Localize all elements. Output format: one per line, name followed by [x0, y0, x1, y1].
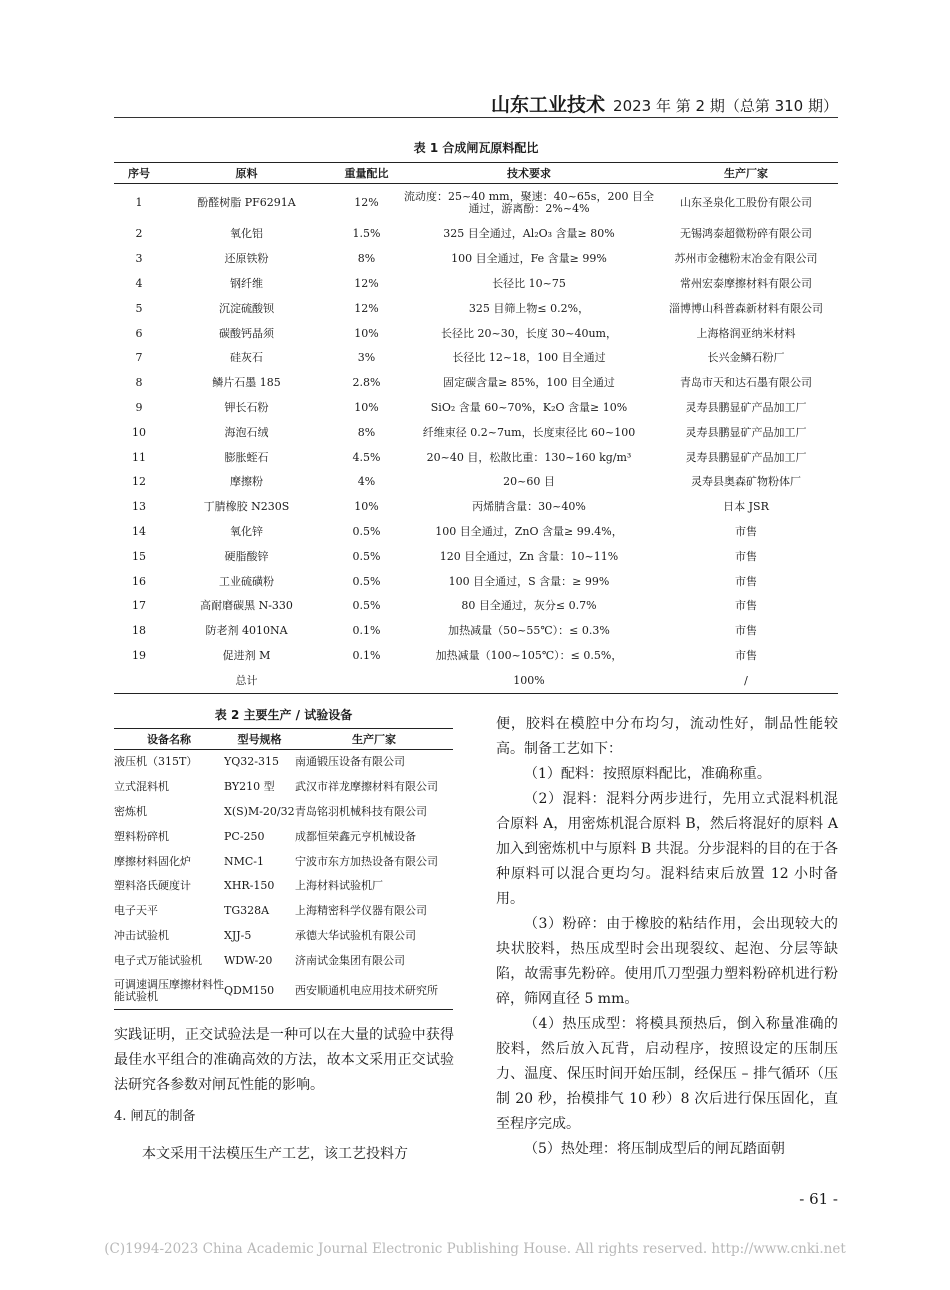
table-cell: 20~60 目: [503, 475, 555, 489]
table-cell: 碳酸钙晶须: [219, 326, 274, 340]
table-cell: 15: [132, 549, 146, 563]
table-cell: 还原铁粉: [224, 252, 269, 266]
table-cell: 摩擦材料固化炉: [114, 854, 191, 868]
table-cell: 上海精密科学仪器有限公司: [295, 904, 427, 918]
table-cell: 青岛铭羽机械科技有限公司: [295, 804, 427, 818]
table-row: [114, 520, 838, 545]
table-cell: 12%: [354, 276, 379, 290]
table-cell: 4%: [357, 475, 376, 489]
table-cell: 塑料洛氏硬度计: [114, 879, 191, 893]
table-cell: 0.5%: [352, 599, 381, 613]
table-cell: 4.5%: [352, 450, 381, 464]
table-row: [114, 750, 453, 775]
table-cell: NMC-1: [224, 854, 265, 868]
table-row: [114, 874, 453, 899]
table-cell: 9: [135, 400, 143, 414]
table-cell: 塑料粉碎机: [114, 829, 169, 843]
table-cell: 日本 JSR: [723, 500, 769, 514]
table1-caption: 表 1 合成闸瓦原料配比: [413, 141, 539, 155]
table-cell: 工业硫磺粉: [219, 574, 274, 588]
table-cell: 120 目全通过，Zn 含量：10~11%: [439, 549, 619, 563]
table-cell: 20~40 目，松散比重：130~160 kg/m³: [426, 450, 632, 464]
table-row: [114, 296, 838, 321]
table-row: [114, 619, 838, 644]
header-rule: [114, 117, 838, 118]
table-cell: 沉淀硫酸钡: [219, 301, 274, 315]
table-cell: 硅灰石: [230, 351, 263, 365]
table-cell: 总计: [235, 673, 258, 687]
table-cell: 市售: [735, 524, 757, 538]
table-cell: WDW-20: [224, 953, 273, 967]
table-cell: SiO₂ 含量 60~70%，K₂O 含量≥ 10%: [430, 400, 628, 414]
table-cell: 1: [135, 196, 143, 209]
journal-name: 山东工业技术: [491, 94, 606, 116]
table-cell: 市售: [735, 574, 757, 588]
table-cell: 8%: [357, 425, 376, 439]
table-cell: 100 目全通过，Fe 含量≥ 99%: [451, 252, 607, 266]
right-column: [496, 712, 838, 1162]
table-row: [114, 495, 838, 520]
table-cell: 立式混料机: [114, 780, 169, 794]
table-cell: 氧化铝: [230, 227, 263, 241]
table2: [114, 728, 453, 1010]
table1-header-cell: 重量配比: [329, 163, 404, 184]
table-cell: 19: [132, 648, 146, 662]
section-heading: 4. 闸瓦的制备: [114, 1109, 196, 1124]
table-cell: XHR-150: [224, 879, 275, 893]
table-cell: 固定碳含量≥ 85%，100 目全通过: [443, 376, 615, 390]
table-cell: 灵寿县奥森矿物粉体厂: [691, 475, 801, 489]
step-paragraph: （2）混料：混料分两步进行，先用立式混料机混合原料 A，用密炼机混合原料 B，然后将混好的原料 A 加入到密炼机中与原料 B 共混。分步混料的目的在于各种原料可以混合更均匀。混料结束后放置 12 小时备用。: [496, 791, 838, 907]
table-cell: 长径比 10~75: [492, 276, 566, 290]
table-cell: 12: [132, 475, 146, 489]
table-row: [114, 346, 838, 371]
table-cell: 海泡石绒: [224, 425, 269, 439]
table-cell: 10%: [354, 400, 379, 414]
step-paragraph: （5）热处理：将压制成型后的闸瓦踏面朝: [524, 1141, 785, 1157]
table-cell: 纤维束径 0.2~7um，长度束径比 60~100: [422, 425, 636, 439]
table2-header-cell: 设备名称: [114, 729, 224, 750]
table-cell: 承德大华试验机有限公司: [295, 928, 416, 942]
table-cell: 加热减量（100~105℃）：≤ 0.5%，: [435, 648, 623, 662]
table-row: [114, 544, 838, 569]
table-cell: 市售: [735, 599, 757, 613]
table-cell: 长径比 12~18，100 目全通过: [452, 351, 606, 365]
table-cell: 8: [135, 376, 143, 390]
table-row: [114, 800, 453, 825]
table-cell: 灵寿县鹏显矿产品加工厂: [685, 425, 807, 439]
table-cell: 市售: [735, 624, 757, 638]
table1-header-cell: 生产厂家: [654, 163, 838, 184]
copyright-footer: (C)1994-2023 China Academic Journal Electronic Publishing House. All rights reserved. http://www.cnki.net: [104, 1241, 846, 1257]
table-cell: XJJ-5: [224, 928, 252, 942]
table-cell: 100 目全通过，S 含量：≥ 99%: [448, 574, 610, 588]
step-paragraph: （3）粉碎：由于橡胶的粘结作用，会出现较大的块状胶料，热压成型时会出现裂纹、起泡、分层等缺陷，故需事先粉碎。使用爪刀型强力塑料粉碎机进行粉碎，筛网直径 5 mm。: [496, 916, 838, 1007]
table1-header-cell: 技术要求: [404, 163, 654, 184]
table-cell: 325 目全通过，Al₂O₃ 含量≥ 80%: [443, 227, 615, 241]
table-cell: 0.5%: [352, 524, 381, 538]
table-row: [114, 824, 453, 849]
table-cell: 6: [135, 326, 143, 340]
table-row: [114, 973, 453, 1010]
table-row: [114, 775, 453, 800]
table-row: [114, 184, 838, 223]
table-row: [114, 924, 453, 949]
table-cell: 济南试金集团有限公司: [295, 953, 405, 967]
page-number: - 61 -: [799, 1190, 838, 1208]
table-cell: 2: [135, 227, 143, 241]
table-cell: 3: [135, 252, 143, 266]
table-cell: 高耐磨碳黑 N-330: [200, 599, 293, 613]
table-cell: 加热减量（50~55℃）：≤ 0.3%: [448, 624, 610, 638]
left-paragraph-2: 本文采用干法模压生产工艺，该工艺投料方: [142, 1146, 408, 1162]
table-cell: 常州宏泰摩擦材料有限公司: [680, 276, 812, 290]
table-cell: 4: [135, 276, 143, 290]
table-cell: 宁波市东方加热设备有限公司: [295, 854, 438, 868]
table1: [114, 162, 838, 694]
right-paragraph: 便，胶料在模腔中分布均匀，流动性好，制品性能较高。制备工艺如下：: [496, 716, 838, 757]
table-cell: 流动度：25~40 mm，聚速：40~65s，200 目全通过，游离酚：2%~4%: [404, 190, 654, 215]
table-cell: X(S)M-20/32: [224, 804, 295, 818]
table-row: [114, 420, 838, 445]
table-cell: 18: [132, 624, 146, 638]
table-row: [114, 594, 838, 619]
step-paragraph: （4）热压成型：将模具预热后，倒入称量准确的胶料，然后放入瓦背，启动程序，按照设定的压制压力、温度、保压时间开始压制，经保压 – 排气循环（压制 20 秒，抬模排气 10 秒）8 次后进行保压固化，直至程序完成。: [496, 1016, 838, 1132]
table-cell: 长径比 20~30，长度 30~40um，: [441, 326, 617, 340]
table2-caption: 表 2 主要生产 / 试验设备: [214, 708, 353, 722]
table-cell: 摩擦粉: [230, 475, 263, 489]
table-cell: QDM150: [224, 984, 275, 998]
table-cell: 可调速调压摩擦材料性能试验机: [114, 978, 224, 1004]
table-cell: 0.1%: [352, 624, 381, 638]
table-row: [114, 247, 838, 272]
table-row: [114, 644, 838, 669]
table-cell: 促进剂 M: [222, 648, 271, 662]
table-cell: 鳞片石墨 185: [212, 376, 281, 390]
table-row: [114, 948, 453, 973]
table-cell: 12%: [354, 196, 379, 209]
table-cell: 灵寿县鹏显矿产品加工厂: [685, 450, 807, 464]
table-cell: 5: [135, 301, 143, 315]
table-row: [114, 272, 838, 297]
table-cell: 0.5%: [352, 574, 381, 588]
table-cell: 钢纤维: [230, 276, 263, 290]
table-row: [114, 396, 838, 421]
table-cell: YQ32-315: [224, 755, 279, 769]
table-row: [114, 849, 453, 874]
table-cell: 钾长石粉: [224, 400, 269, 414]
table-cell: 电子式万能试验机: [114, 953, 202, 967]
table-cell: 0.1%: [352, 648, 381, 662]
issue-info: 2023 年 第 2 期（总第 310 期）: [613, 97, 838, 115]
table-cell: 青岛市天和达石墨有限公司: [680, 376, 812, 390]
table-cell: 10%: [354, 326, 379, 340]
table-cell: 0.5%: [352, 549, 381, 563]
table-row: [114, 371, 838, 396]
left-paragraph: 实践证明，正交试验法是一种可以在大量的试验中获得最佳水平组合的准确高效的方法，故本文采用正交试验法研究各参数对闸瓦性能的影响。: [114, 1027, 454, 1093]
table2-header-cell: 型号规格: [224, 729, 295, 750]
table-cell: 丙烯腈含量：30~40%: [472, 500, 586, 514]
table-cell: 电子天平: [114, 904, 158, 918]
table-cell: 13: [132, 500, 146, 514]
table2-header-row: [114, 729, 453, 750]
table-cell: 长兴金鳞石粉厂: [707, 351, 785, 365]
table-cell: TG328A: [224, 904, 270, 918]
table-cell: 膨胀蛭石: [224, 450, 269, 464]
table-cell: [329, 668, 404, 693]
table-cell: 7: [135, 351, 143, 365]
table-row: [114, 668, 838, 693]
table1-header-row: [114, 163, 838, 184]
table-cell: 灵寿县鹏显矿产品加工厂: [685, 400, 807, 414]
table-cell: 2.8%: [352, 376, 381, 390]
table-cell: 80 目全通过，灰分≤ 0.7%: [461, 599, 597, 613]
journal-header: [491, 90, 838, 117]
table-cell: 丁腈橡胶 N230S: [203, 500, 290, 514]
table-cell: 12%: [354, 301, 379, 315]
table-cell: 山东圣泉化工股份有限公司: [680, 196, 812, 209]
table-cell: 325 目筛上物≤ 0.2%，: [468, 301, 590, 315]
table-cell: BY210 型: [224, 780, 275, 794]
table-cell: 100 目全通过，ZnO 含量≥ 99.4%，: [435, 524, 623, 538]
table-cell: 市售: [735, 648, 757, 662]
table-cell: 100%: [513, 673, 545, 687]
table-cell: 14: [132, 524, 146, 538]
table1-header-cell: 原料: [164, 163, 329, 184]
table2-header-cell: 生产厂家: [295, 729, 453, 750]
table-cell: 上海材料试验机厂: [295, 879, 383, 893]
table-cell: 淄博博山科普森新材料有限公司: [669, 301, 823, 315]
table-cell: 冲击试验机: [114, 928, 169, 942]
table-cell: 南通锻压设备有限公司: [295, 755, 405, 769]
table-cell: 苏州市金穗粉末冶金有限公司: [674, 252, 818, 266]
table-cell: 11: [132, 450, 146, 464]
table-cell: PC-250: [224, 829, 265, 843]
table-row: [114, 321, 838, 346]
table-cell: 硬脂酸锌: [224, 549, 269, 563]
table-cell: 17: [132, 599, 146, 613]
table-cell: 氧化锌: [230, 524, 263, 538]
table-cell: 16: [132, 574, 146, 588]
table-cell: 成都恒荣鑫元亨机械设备: [295, 829, 416, 843]
step-paragraph: （1）配料：按照原料配比，准确称重。: [524, 766, 771, 782]
table-cell: 10: [132, 425, 146, 439]
table-cell: 武汉市祥龙摩擦材料有限公司: [295, 780, 438, 794]
table-cell: 1.5%: [352, 227, 381, 241]
table1-header-cell: 序号: [114, 163, 164, 184]
table-row: [114, 445, 838, 470]
table-cell: 10%: [354, 500, 379, 514]
table-cell: [114, 668, 164, 693]
table-row: [114, 222, 838, 247]
table-cell: 防老剂 4010NA: [205, 624, 288, 638]
table-cell: 上海格润亚纳米材料: [696, 326, 796, 340]
table-cell: 3%: [357, 351, 376, 365]
table-row: [114, 470, 838, 495]
table-cell: /: [744, 673, 748, 687]
table-row: [114, 899, 453, 924]
table-cell: 8%: [357, 252, 376, 266]
table-cell: 市售: [735, 549, 757, 563]
table-cell: 酚醛树脂 PF6291A: [197, 196, 296, 209]
table-cell: 西安顺通机电应用技术研究所: [295, 984, 438, 998]
table-row: [114, 569, 838, 594]
table-cell: 液压机（315T）: [114, 755, 198, 769]
table-cell: 密炼机: [114, 804, 147, 818]
table-cell: 无锡鸿泰超微粉碎有限公司: [680, 227, 812, 241]
